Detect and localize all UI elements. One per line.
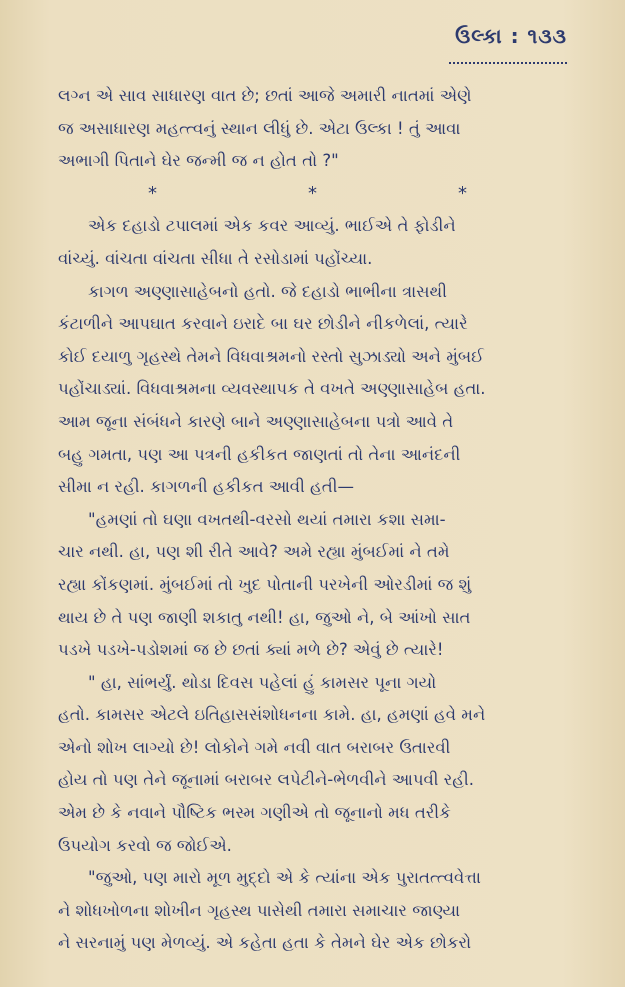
text-line: કાગળ અણ્ણાસાહેબનો હતો. જે દહાડો ભાભીના ત્રાસથી — [88, 281, 447, 301]
text-line: એનો શોખ લાગ્યો છે! લોકોને ગમે નવી વાત બરાબર ઉતારવી — [58, 737, 451, 757]
text-line: ચાર નથી. હા, પણ શી રીતે આવે? અમે રહ્યા મુંબઈમાં ને તમે — [58, 542, 450, 562]
text-line: પડખે પડખે-પડોશમાં જ છે છતાં ક્યાં મળે છે? એવું છે ત્યારે! — [58, 640, 444, 660]
running-header: ઉલ્કા : ૧૩૩ — [455, 24, 567, 48]
text-line: ઉપયોગ કરવો જ જોઈએ. — [58, 835, 232, 855]
text-line: થાય છે તે પણ જાણી શકાતુ નથી! હા, જુઓ ને, બે આંખો સાત — [58, 607, 471, 627]
text-line: "હમણાં તો ઘણા વખતથી-વરસો થયાં તમારા કશા સમા- — [88, 509, 446, 529]
page-body — [58, 80, 570, 960]
text-line: હોય તો પણ તેને જૂનામાં બરાબર લપેટીને-ભેળવીને આપવી રહી. — [58, 770, 474, 790]
paragraph-4 — [58, 504, 570, 667]
text-line: હતો. કામસર એટલે ઇતિહાસસંશોધનના કામે. હા, હમણાં હવે મને — [58, 705, 486, 725]
text-line: "જુઓ, પણ મારો મૂળ મુદ્દો એ કે ત્યાંના એક પુરાતત્ત્વવેત્તા — [88, 868, 481, 888]
text-line: બહુ ગમતા, પણ આ પત્રની હકીકત જાણતાં તો તેના આનંદની — [58, 444, 461, 464]
text-line: ને શોધખોળના શોખીન ગૃહસ્થ પાસેથી તમારા સમાચાર જાણ્યા — [58, 900, 461, 920]
paragraph-6 — [58, 862, 570, 960]
text-line: અભાગી પિતાને ઘેર જન્મી જ ન હોત તો ?" — [58, 151, 339, 171]
separator-star: * — [308, 182, 317, 204]
separator-star: * — [148, 182, 157, 204]
text-line: જ અસાધારણ મહત્ત્વનું સ્થાન લીધું છે. એટા ઉલ્કા ! તું આવા — [58, 118, 461, 138]
text-line: કોઈ દયાળુ ગૃહસ્થે તેમને વિધવાશ્રમનો રસ્તો સુઝાડ્યો અને મુંબઈ — [58, 346, 484, 366]
paragraph-5 — [58, 667, 570, 863]
text-line: પહોંચાડ્યાં. વિધવાશ્રમના વ્યવસ્થાપક તે વખતે અણ્ણાસાહેબ હતા. — [58, 379, 486, 399]
text-line: એમ છે કે નવાને પૌષ્ટિક ભસ્મ ગણીએ તો જૂનાનો મધ તરીકે — [58, 803, 451, 823]
text-line: લગ્ન એ સાવ સાધારણ વાત છે; છતાં આજે અમારી નાતમાં એણે — [58, 86, 472, 105]
separator-star: * — [458, 182, 467, 204]
text-line: એક દહાડો ટપાલમાં એક કવર આવ્યું. ભાઈએ તે ફોડીને — [88, 216, 456, 236]
section-separator — [58, 178, 570, 211]
paragraph-2 — [58, 210, 570, 275]
paragraph-1 — [58, 80, 570, 178]
text-line: ને સરનામું પણ મેળવ્યું. એ કહેતા હતા કે તેમને ઘેર એક છોકરો — [58, 933, 472, 953]
text-line: રહ્યા કોંકણમાં. મુંબઈમાં તો ખુદ પોતાની પરખેની ઓરડીમાં જ શું — [58, 574, 472, 594]
paragraph-3 — [58, 276, 570, 504]
text-line: વાંચ્યું. વાંચતા વાંચતા સીધા તે રસોડામાં પહોંચ્યા. — [58, 248, 373, 268]
text-line: " હા, સાંભર્યું. થોડા દિવસ પહેલાં હું કામસર પૂના ગયો — [88, 672, 437, 692]
header-wavy-rule — [449, 56, 567, 64]
text-line: કંટાળીને આપઘાત કરવાને ઇરાદે બા ઘર છોડીને નીકળેલાં, ત્યારે — [58, 314, 468, 334]
text-line: સીમા ન રહી. કાગળની હકીકત આવી હતી— — [58, 477, 354, 497]
text-line: આમ જૂના સંબંધને કારણે બાને અણ્ણાસાહેબના પત્રો આવે તે — [58, 411, 454, 431]
